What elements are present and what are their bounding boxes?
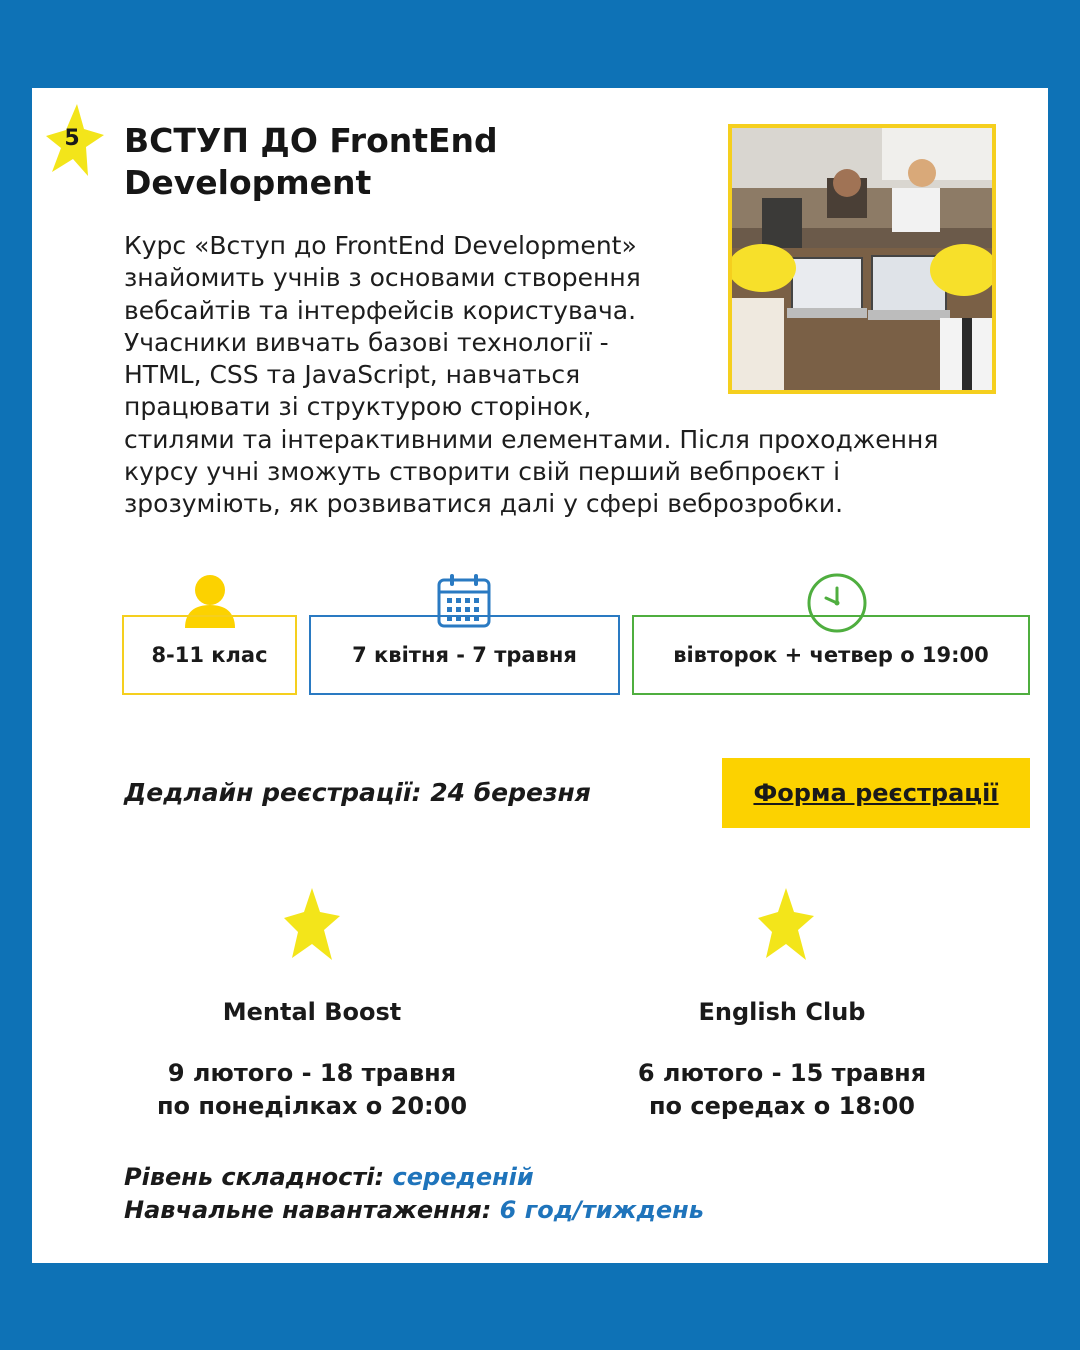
title-line-1: ВСТУП ДО FrontEnd: [124, 121, 498, 160]
description-line: зрозуміють, як розвиватися далі у сфері веброзробки.: [124, 489, 844, 519]
club-name-mental-boost: Mental Boost: [222, 998, 402, 1026]
club-times: по середах о 18:00: [648, 1092, 916, 1120]
workload-line: [124, 1196, 704, 1224]
workload-label: Навчальне навантаження:: [124, 1196, 492, 1224]
difficulty-label: Рівень складності:: [124, 1163, 385, 1191]
title-line-2: Development: [124, 163, 372, 202]
club-times: по понеділках о 20:00: [156, 1092, 468, 1120]
grade-box: 8-11 клас: [122, 615, 297, 695]
club-schedule-english-club: [592, 1057, 972, 1123]
club-schedule-mental-boost: [122, 1057, 502, 1123]
description-line: Учасники вивчать базові технології -: [124, 327, 609, 357]
club-dates: 6 лютого - 15 травня: [637, 1059, 927, 1087]
workload-value: 6 год/тиждень: [499, 1196, 704, 1224]
description-line: працювати зі структурою сторінок,: [124, 392, 592, 422]
description-line: вебсайтів та інтерфейсів користувача.: [124, 295, 637, 325]
description-line: стилями та інтерактивними елементами. Після проходження: [124, 424, 939, 454]
club-dates: 9 лютого - 18 травня: [167, 1059, 457, 1087]
schedule-box: вівторок + четвер о 19:00: [632, 615, 1030, 695]
description-line: HTML, CSS та JavaScript, навчаться: [124, 360, 581, 390]
dates-box: 7 квітня - 7 травня: [309, 615, 620, 695]
course-title: [124, 120, 644, 204]
description-line: курсу учні зможуть створити свій перший вебпроєкт і: [124, 457, 841, 487]
course-description: [124, 230, 938, 521]
star-icon: [282, 886, 342, 962]
difficulty-line: [124, 1163, 534, 1191]
difficulty-value: середеній: [392, 1163, 534, 1191]
course-card: [32, 88, 1048, 1263]
club-name-english-club: English Club: [698, 998, 866, 1026]
description-line: Курс «Вступ до FrontEnd Development»: [124, 231, 637, 260]
registration-form-button[interactable]: Форма реєстрації: [722, 758, 1030, 828]
description-line: знайомить учнів з основами створення: [124, 263, 641, 293]
course-number: 5: [64, 126, 80, 151]
registration-deadline: Дедлайн реєстрації: 24 березня: [124, 778, 591, 807]
star-icon: [756, 886, 816, 962]
